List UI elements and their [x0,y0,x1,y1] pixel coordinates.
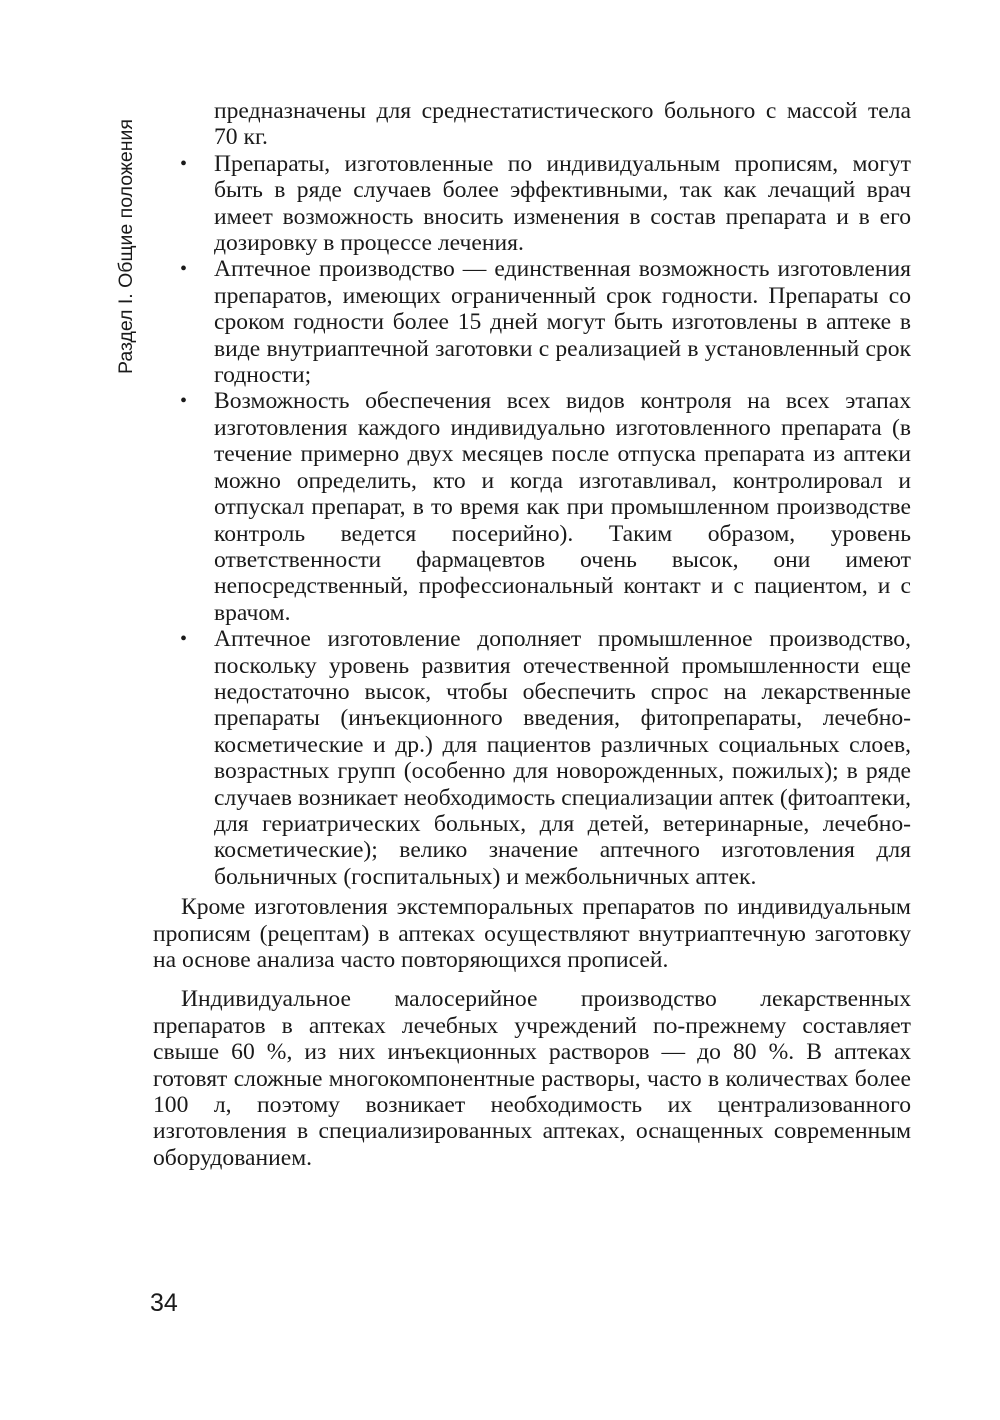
bullet-text: Аптечное изготовление дополняет промышленное производство, поскольку уровень развития отечественной промышленности еще недостаточно высок, чтобы обеспечить спрос на лекарственные препараты (инъекционного введения, фитопрепараты, лечебно-косметические и др.) для пациентов различных социальных слоев, возрастных групп (особенно для новорожденных, пожилых); в ряде случаев возникает необходимость специализации аптек (фитоаптеки, для гериатрических больных, для детей, ветеринарные, лечебно-косметические); велико значение аптечного изготовления для больничных (госпитальных) и межбольничных аптек. [214,626,911,890]
body-paragraph: Индивидуальное малосерийное производство лекарственных препаратов в аптеках лечебных учреждений по-прежнему составляет свыше 60 %, из них инъекционных растворов — до 80 %. В аптеках готовят сложные многокомпонентные растворы, часто в количествах более 100 л, поэтому возникает необходимость их централизованного изготовления в специализированных аптеках, оснащенных современным оборудованием. [153,986,911,1171]
page-content [153,98,911,1171]
bullet-item [153,151,911,257]
bullet-text: Препараты, изготовленные по индивидуальным прописям, могут быть в ряде случаев более эффективными, так как лечащий врач имеет возможность вносить изменения в состав препарата и в его дозировку в процессе лечения. [214,150,911,257]
bullet-icon: • [180,152,188,175]
bullet-item [153,256,911,388]
body-paragraph: Кроме изготовления экстемпоральных препаратов по индивидуальным прописям (рецептам) в аптеках осуществляют внутриаптечную заготовку на основе анализа часто повторяющихся прописей. [153,894,911,973]
bullet-text: Возможность обеспечения всех видов контроля на всех этапах изготовления каждого индивидуально изготовленного препарата (в течение примерно двух месяцев после отпуска препарата из аптеки можно определить, кто и когда изготавливал, контролировал и отпускал препарат, в то время как при промышленном производстве контроль ведется посерийно). Таким образом, уровень ответственности фармацевтов очень высок, они имеют непосредственный, профессиональный контакт и с пациентом, и с врачом. [214,388,911,626]
bullet-item [153,626,911,890]
bullet-text: Аптечное производство — единственная возможность изготовления препаратов, имеющих ограниченный срок годности. Препараты со сроком годности более 15 дней могут быть изготовлены в аптеке в виде внутриаптечной заготовки с реализацией в установленный срок годности; [214,256,911,389]
bullet-icon: • [180,390,188,413]
continuation-text: предназначены для среднестатистического больного с массой тела 70 кг. [214,98,911,151]
page-number: 34 [150,1289,178,1317]
bullet-icon: • [180,628,188,651]
bullet-icon: • [180,258,188,281]
running-head: Раздел I. Общие положения [115,119,137,374]
bullet-list [153,151,911,890]
bullet-item [153,388,911,626]
